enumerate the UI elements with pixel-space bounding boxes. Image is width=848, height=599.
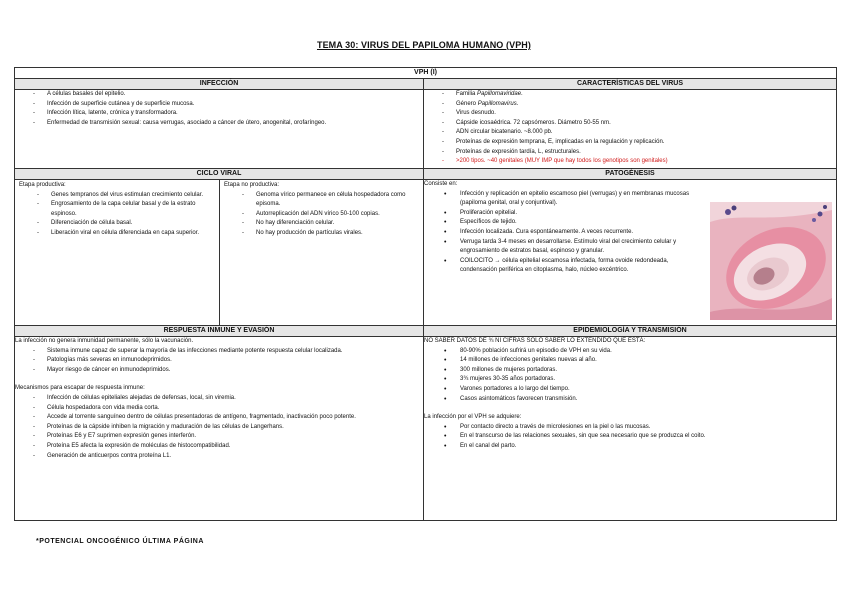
productiva-label: Etapa productiva: bbox=[19, 182, 66, 188]
list-item: - Género Papillomavirus. bbox=[428, 100, 836, 110]
list-item: - Proteínas de expresión tardía, L, estructurales. bbox=[428, 148, 836, 158]
footnote: *POTENCIAL ONCOGÉNICO ÚLTIMA PÁGINA bbox=[36, 538, 204, 545]
infeccion-cell bbox=[15, 90, 424, 169]
list-item: • Por contacto directo a través de microlesiones en la piel o las mucosas. bbox=[428, 423, 836, 433]
list-item: - Enfermedad de transmisión sexual: causa verrugas, asociado a cáncer de útero, anogenital, orofaríngeo. bbox=[19, 119, 423, 129]
list-item: - Generación de anticuerpos contra proteína L1. bbox=[19, 452, 423, 462]
infeccion-list bbox=[15, 90, 423, 128]
list-item: • Infección y replicación en epitelio escamoso piel (verrugas) y en membranas mucosas (papiloma genital, oral y conjuntival). bbox=[428, 190, 706, 209]
epidemiologia-header: EPIDEMIOLOGÍA Y TRANSMISIÓN bbox=[424, 326, 837, 337]
list-item: - Liberación viral en célula diferenciada en capa superior. bbox=[23, 229, 215, 239]
list-item: - Engrosamiento de la capa celular basal y de la estrato espinoso. bbox=[23, 200, 215, 219]
list-item: - Patologías más severas en inmunodeprimidos. bbox=[19, 356, 423, 366]
section-title: VPH (I) bbox=[15, 68, 837, 79]
respuesta-lead-2: Mecanismos para escapar de respuesta inmune: bbox=[15, 385, 145, 392]
list-item: - Proteínas de la cápside inhiben la migración y maduración de las células de Langerhans. bbox=[19, 423, 423, 433]
patogenesis-lead: Consiste en: bbox=[424, 181, 458, 187]
evasion-list bbox=[15, 394, 423, 461]
list-item: • Infección localizada. Cura espontáneamente. A veces recurrente. bbox=[428, 228, 706, 238]
productiva-list bbox=[19, 191, 215, 239]
list-item: • 80-90% población sufrirá un episodio de VPH en su vida. bbox=[428, 347, 836, 357]
respuesta-cell bbox=[15, 337, 424, 521]
no-productiva-label: Etapa no productiva: bbox=[224, 182, 280, 188]
no-productiva-list bbox=[224, 191, 419, 239]
patogenesis-cell bbox=[424, 180, 837, 326]
list-item: • En el transcurso de las relaciones sexuales, sin que sea necesario que se produzca el coito. bbox=[428, 432, 836, 442]
list-item: - Proteína E5 afecta la expresión de moléculas de histocompatibilidad. bbox=[19, 442, 423, 452]
list-item: • Específicos de tejido. bbox=[428, 218, 706, 228]
list-item: - No hay producción de partículas virales. bbox=[228, 229, 419, 239]
list-item: • COILOCITO → célula epitelial escamosa infectada, forma ovoide redondeada, condensación periférica en citoplasma, halo, núcleo excéntrico. bbox=[428, 257, 706, 276]
list-item: - Familia Papillomaviridae. bbox=[428, 90, 836, 100]
list-item: - No hay diferenciación celular. bbox=[228, 219, 419, 229]
list-item: • En el canal del parto. bbox=[428, 442, 836, 452]
list-item: - Infección de células epiteliales alejadas de defensas, local, sin viremia. bbox=[19, 394, 423, 404]
list-item: • Casos asintomáticos favorecen transmisión. bbox=[428, 395, 836, 405]
list-item: • Varones portadores a lo largo del tiempo. bbox=[428, 385, 836, 395]
ciclo-no-productiva bbox=[219, 180, 423, 325]
list-item: • Proliferación epitelial. bbox=[428, 209, 706, 219]
koilocyte-micrograph bbox=[710, 202, 832, 320]
list-item: - Virus desnudo. bbox=[428, 109, 836, 119]
respuesta-lead: La infección no genera inmunidad permanente, sólo la vacunación. bbox=[15, 338, 194, 344]
caracteristicas-cell bbox=[424, 90, 837, 169]
list-item: - Infección de superficie cutánea y de superficie mucosa. bbox=[19, 100, 423, 110]
epidemiologia-list bbox=[424, 347, 836, 405]
list-item: - A células basales del epitelio. bbox=[19, 90, 423, 100]
list-item: • 300 millones de mujeres portadoras. bbox=[428, 366, 836, 376]
list-item: - Genes tempranos del virus estimulan crecimiento celular. bbox=[23, 191, 215, 201]
respuesta-list bbox=[15, 347, 423, 376]
epidemiologia-cell bbox=[424, 337, 837, 521]
caracteristicas-list bbox=[424, 90, 836, 167]
list-item: - Proteínas de expresión temprana, E, implicadas en la regulación y replicación. bbox=[428, 138, 836, 148]
ciclo-header: CICLO VIRAL bbox=[15, 169, 424, 180]
list-item: - Autorreplicación del ADN vírico 50-100 copias. bbox=[228, 210, 419, 220]
list-item: - Genoma vírico permanece en célula hospedadora como episoma. bbox=[228, 191, 419, 210]
list-item: - Cápside icosaédrica. 72 capsómeros. Diámetro 50-55 nm. bbox=[428, 119, 836, 129]
list-item: • Verruga tarda 3-4 meses en desarrollarse. Estímulo viral del crecimiento celular y engrosamiento de estratos basal, espinoso y granular. bbox=[428, 238, 706, 257]
page-title: TEMA 30: VIRUS DEL PAPILOMA HUMANO (VPH) bbox=[316, 40, 531, 50]
list-item: • 14 millones de infecciones genitales nuevas al año. bbox=[428, 356, 836, 366]
list-item-highlight: - >200 tipos. ~40 genitales (MUY IMP que hay todos los genotipos son genitales) bbox=[428, 157, 836, 167]
list-item: - Sistema inmune capaz de superar la mayoría de las infecciones mediante potente respuesta celular localizada. bbox=[19, 347, 423, 357]
list-item: - Diferenciación de célula basal. bbox=[23, 219, 215, 229]
list-item: - Infección lítica, latente, crónica y transformadora. bbox=[19, 109, 423, 119]
list-item: - ADN circular bicatenario. ~8.000 pb. bbox=[428, 128, 836, 138]
list-item: - Mayor riesgo de cáncer en inmunodeprimidos. bbox=[19, 366, 423, 376]
list-item: - Célula hospedadora con vida media corta. bbox=[19, 404, 423, 414]
list-item: - Accede al torrente sanguíneo dentro de células presentadoras de antígeno, fragmentado, inactivación poco potente. bbox=[19, 413, 423, 423]
epidemiologia-lead: NO SABER DATOS DE ¾ NI CIFRAS SOLO SABER LO EXTENDIDO QUE ESTÁ: bbox=[424, 338, 646, 344]
ciclo-productiva bbox=[15, 180, 219, 325]
epidemiologia-lead-2: La infección por el VPH se adquiere: bbox=[424, 414, 522, 421]
list-item: - Proteínas E6 y E7 suprimen expresión genes interferón. bbox=[19, 432, 423, 442]
content-table bbox=[14, 67, 837, 521]
caracteristicas-header: CARACTERÍSTICAS DEL VIRUS bbox=[424, 79, 837, 90]
koilocyte-image bbox=[710, 202, 832, 320]
patogenesis-list bbox=[424, 190, 706, 276]
transmision-list bbox=[424, 423, 836, 452]
infeccion-header: INFECCIÓN bbox=[15, 79, 424, 90]
list-item: • 3¾ mujeres 30-35 años portadoras. bbox=[428, 375, 836, 385]
ciclo-cell bbox=[15, 180, 424, 326]
patogenesis-header: PATOGÉNESIS bbox=[424, 169, 837, 180]
respuesta-header: RESPUESTA INMUNE Y EVASIÓN bbox=[15, 326, 424, 337]
